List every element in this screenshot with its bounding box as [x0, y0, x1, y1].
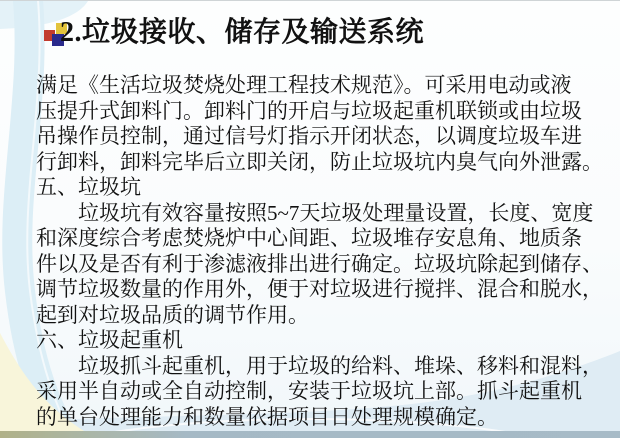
body-line: 的单台处理能力和数量依据项目日处理规模确定。	[36, 404, 498, 429]
body-line: 满足《生活垃圾焚烧处理工程技术规范》。可采用电动或液	[36, 73, 572, 97]
slide-body	[36, 73, 610, 430]
slide-edge-shadow	[0, 431, 620, 438]
slide-title: 2.垃圾接收、储存及输送系统	[60, 17, 425, 48]
body-line: 行卸料，卸料完毕后立即关闭，防止垃圾坑内臭气向外泄露。	[36, 149, 603, 174]
body-line: 压提升式卸料门。卸料门的开启与垃圾起重机联锁或由垃圾	[36, 98, 582, 123]
section-heading-line: 六、垃圾起重机	[36, 328, 183, 352]
body-line: 件以及是否有利于渗滤液排出进行确定。垃圾坑除起到储存、	[36, 251, 603, 276]
body-line: 采用半自动或全自动控制，安装于垃圾坑上部。抓斗起重机	[36, 379, 582, 403]
body-line: 垃圾坑有效容量按照5~7天垃圾处理量设置，长度、宽度	[36, 200, 594, 225]
body-line: 垃圾抓斗起重机，用于垃圾的给料、堆垛、移料和混料，	[36, 353, 603, 378]
body-line: 和深度综合考虑焚烧炉中心间距、垃圾堆存安息角、地质条	[36, 226, 582, 250]
body-line: 起到对垃圾品质的调节作用。	[36, 302, 309, 327]
body-line: 吊操作员控制，通过信号灯指示开闭状态，以调度垃圾车进	[36, 124, 582, 148]
section-heading-line: 五、垃圾坑	[36, 175, 141, 199]
body-line: 调节垃圾数量的作用外，便于对垃圾进行搅拌、混合和脱水，	[36, 277, 603, 301]
